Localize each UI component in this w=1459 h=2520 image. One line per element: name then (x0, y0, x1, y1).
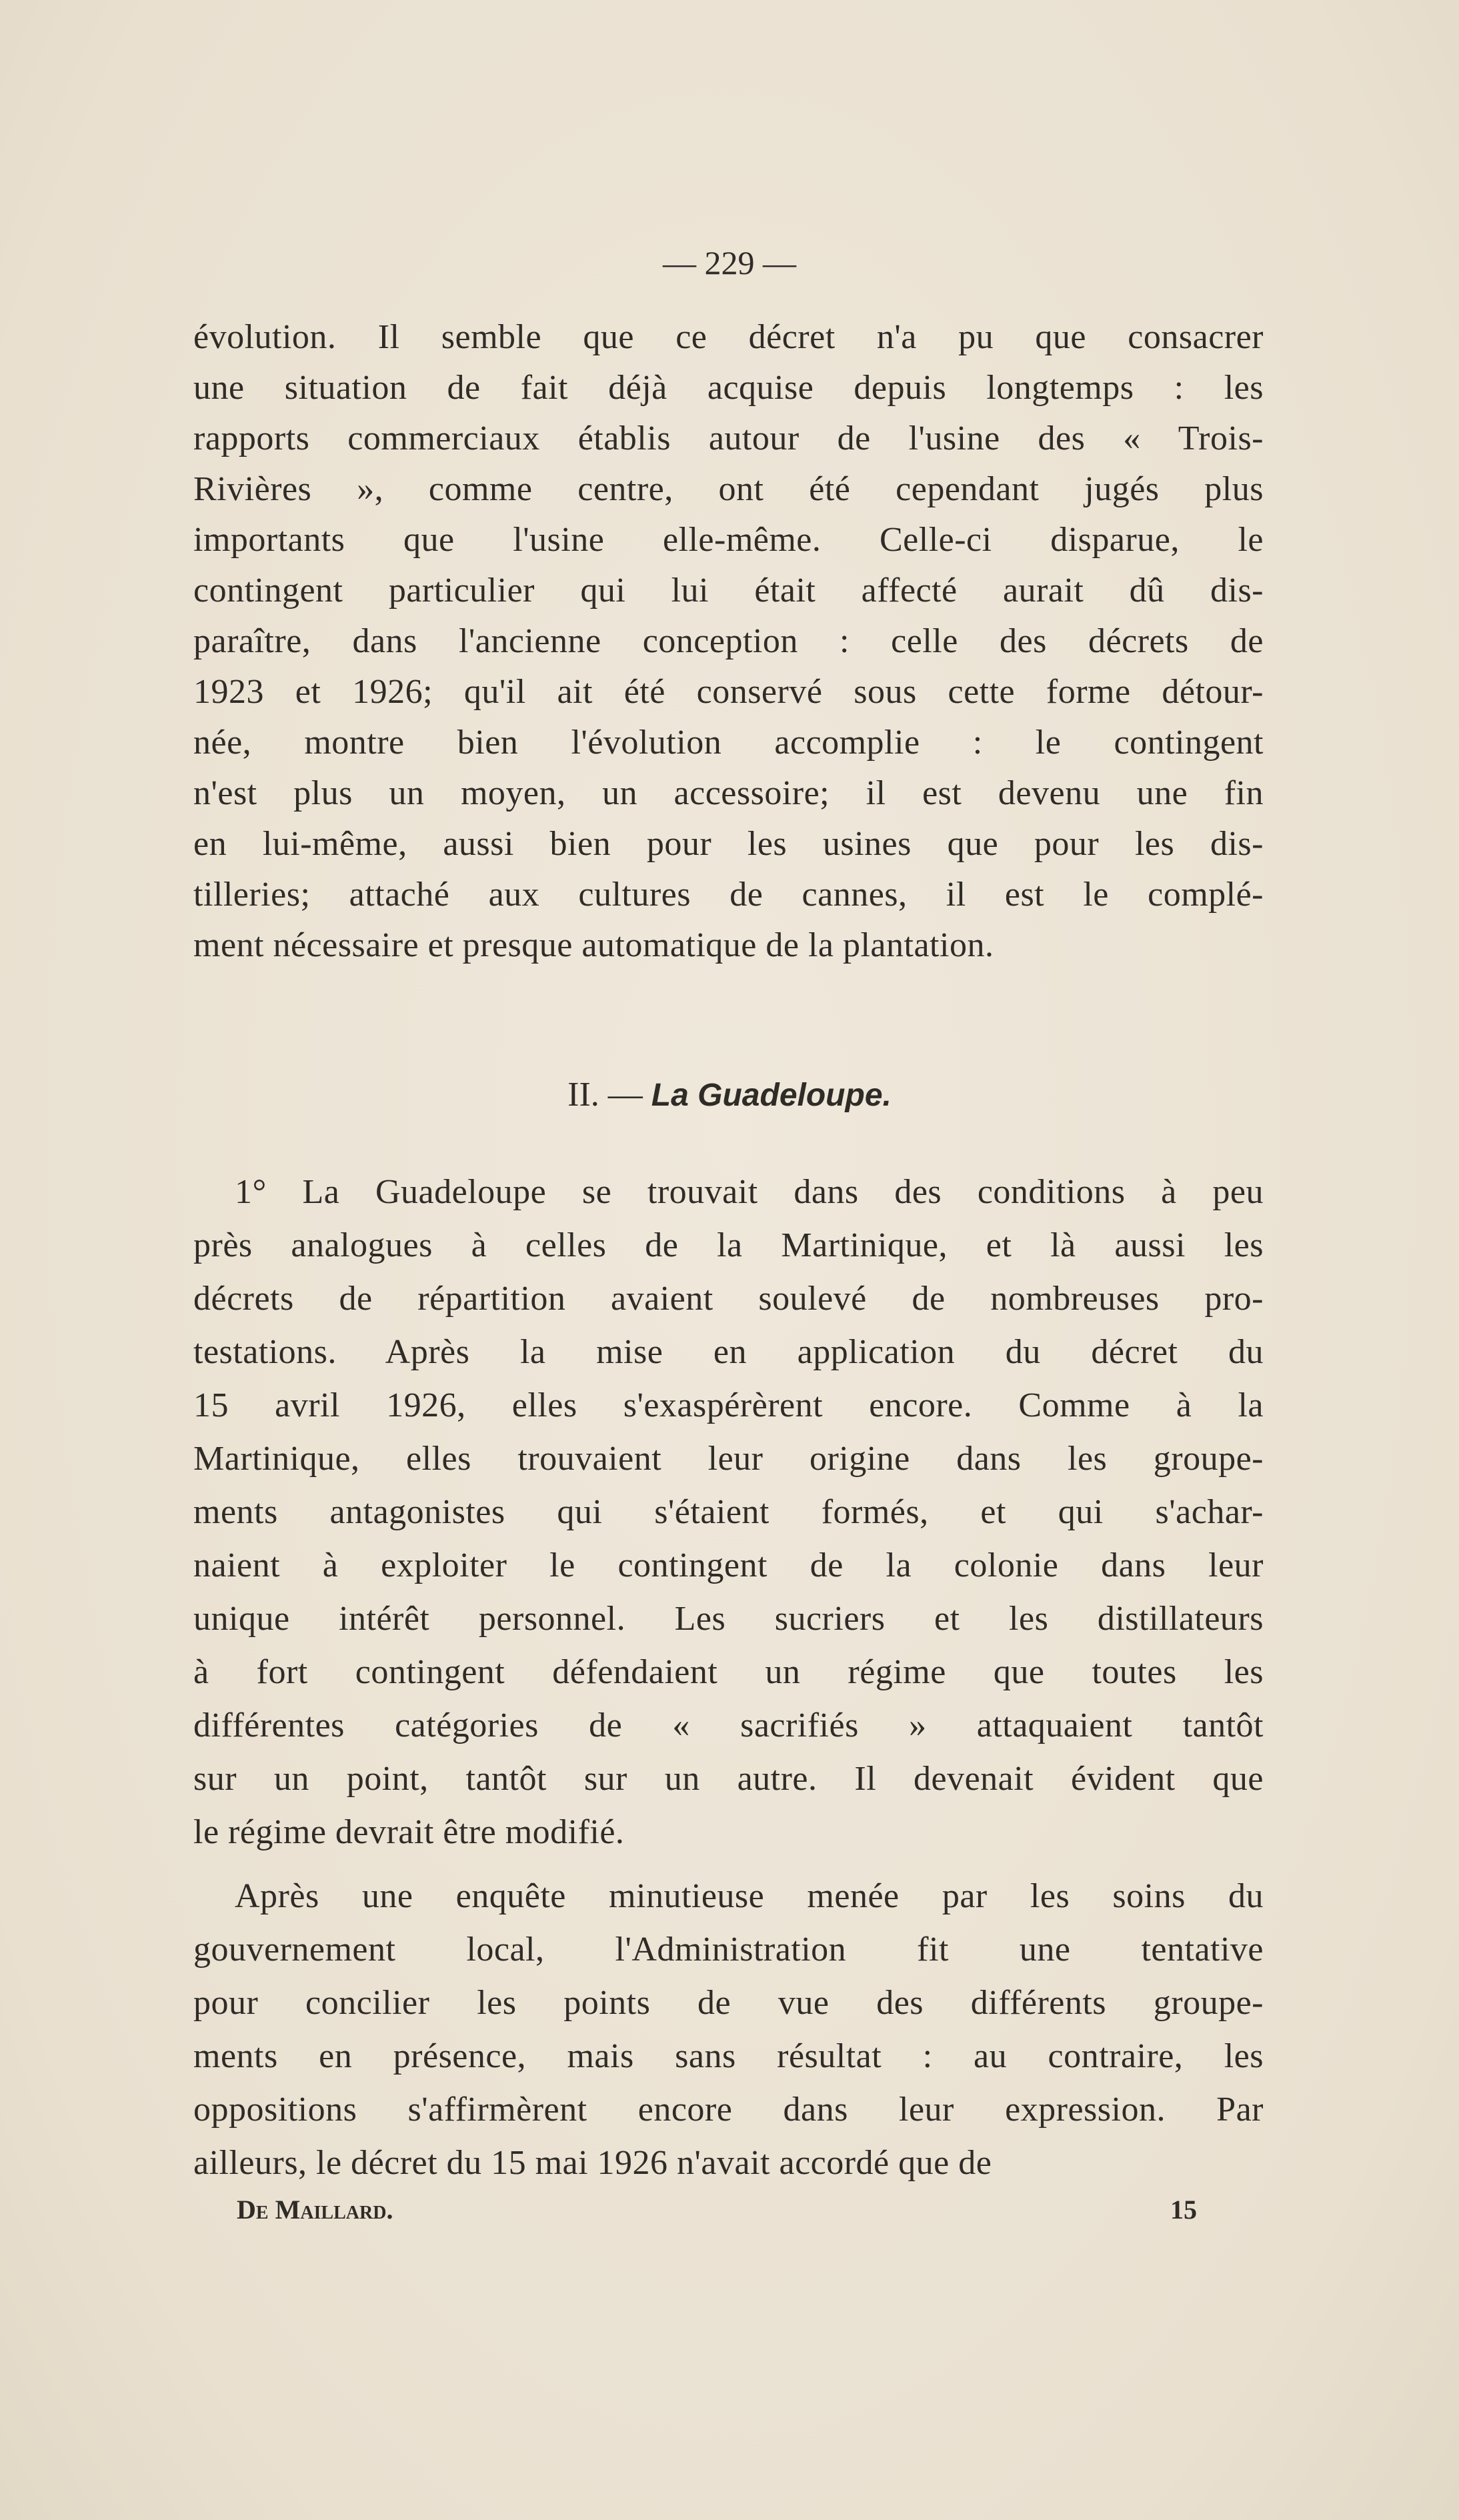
section-title: La Guadeloupe. (651, 1078, 892, 1113)
text-line: n'est plus un moyen, un accessoire; il est devenu une fin (193, 774, 1264, 812)
section-number: II. — (567, 1076, 651, 1114)
text-line: ments en présence, mais sans résultat : au contraire, les (193, 2037, 1264, 2075)
text-line: testations. Après la mise en application du décret du (193, 1333, 1264, 1371)
text-line: près analogues à celles de la Martinique, et là aussi les (193, 1226, 1264, 1264)
section-heading (0, 1075, 1459, 1114)
text-line: 1° La Guadeloupe se trouvait dans des conditions à peu (235, 1173, 1264, 1211)
text-line: ments antagonistes qui s'étaient formés, et qui s'achar- (193, 1493, 1264, 1531)
text-line: ailleurs, le décret du 15 mai 1926 n'avait accordé que de (193, 2144, 992, 2182)
text-line: 15 avril 1926, elles s'exaspérèrent encore. Comme à la (193, 1386, 1264, 1424)
text-line: Après une enquête minutieuse menée par les soins du (235, 1877, 1264, 1915)
text-line: née, montre bien l'évolution accomplie : le contingent (193, 724, 1264, 762)
text-line: pour concilier les points de vue des différents groupe- (193, 1984, 1264, 2022)
text-line: rapports commerciaux établis autour de l'usine des « Trois- (193, 419, 1264, 457)
text-line: importants que l'usine elle-même. Celle-ci disparue, le (193, 521, 1264, 559)
text-line: gouvernement local, l'Administration fit une tentative (193, 1931, 1264, 1969)
text-line: sur un point, tantôt sur un autre. Il devenait évident que (193, 1760, 1264, 1798)
text-line: évolution. Il semble que ce décret n'a pu que consacrer (193, 318, 1264, 356)
text-line: Martinique, elles trouvaient leur origine dans les groupe- (193, 1440, 1264, 1478)
text-line: tilleries; attaché aux cultures de cannes, il est le complé- (193, 876, 1264, 914)
footer-author: De Maillard. (237, 2195, 393, 2225)
text-line: à fort contingent défendaient un régime que toutes les (193, 1653, 1264, 1691)
text-line: unique intérêt personnel. Les sucriers et les distillateurs (193, 1600, 1264, 1638)
text-line: naient à exploiter le contingent de la colonie dans leur (193, 1546, 1264, 1584)
text-line: le régime devrait être modifié. (193, 1813, 625, 1851)
text-line: paraître, dans l'ancienne conception : celle des décrets de (193, 622, 1264, 660)
text-line: une situation de fait déjà acquise depuis longtemps : les (193, 369, 1264, 407)
paragraph-1 (193, 312, 1264, 971)
text-line: en lui-même, aussi bien pour les usines que pour les dis- (193, 825, 1264, 863)
text-line: décrets de répartition avaient soulevé de nombreuses pro- (193, 1280, 1264, 1318)
text-line: ment nécessaire et presque automatique de la plantation. (193, 926, 994, 964)
text-line: 1923 et 1926; qu'il ait été conservé sous cette forme détour- (193, 673, 1264, 711)
text-line: oppositions s'affirmèrent encore dans leur expression. Par (193, 2091, 1264, 2129)
paragraph-2 (193, 1166, 1264, 1859)
page-number: — 229 — (663, 244, 796, 281)
paragraph-3 (193, 1870, 1264, 2190)
text-line: différentes catégories de « sacrifiés » attaquaient tantôt (193, 1706, 1264, 1744)
text-line: contingent particulier qui lui était affecté aurait dû dis- (193, 571, 1264, 609)
text-line: Rivières », comme centre, ont été cependant jugés plus (193, 470, 1264, 508)
footer-signature-mark: 15 (1170, 2195, 1197, 2225)
